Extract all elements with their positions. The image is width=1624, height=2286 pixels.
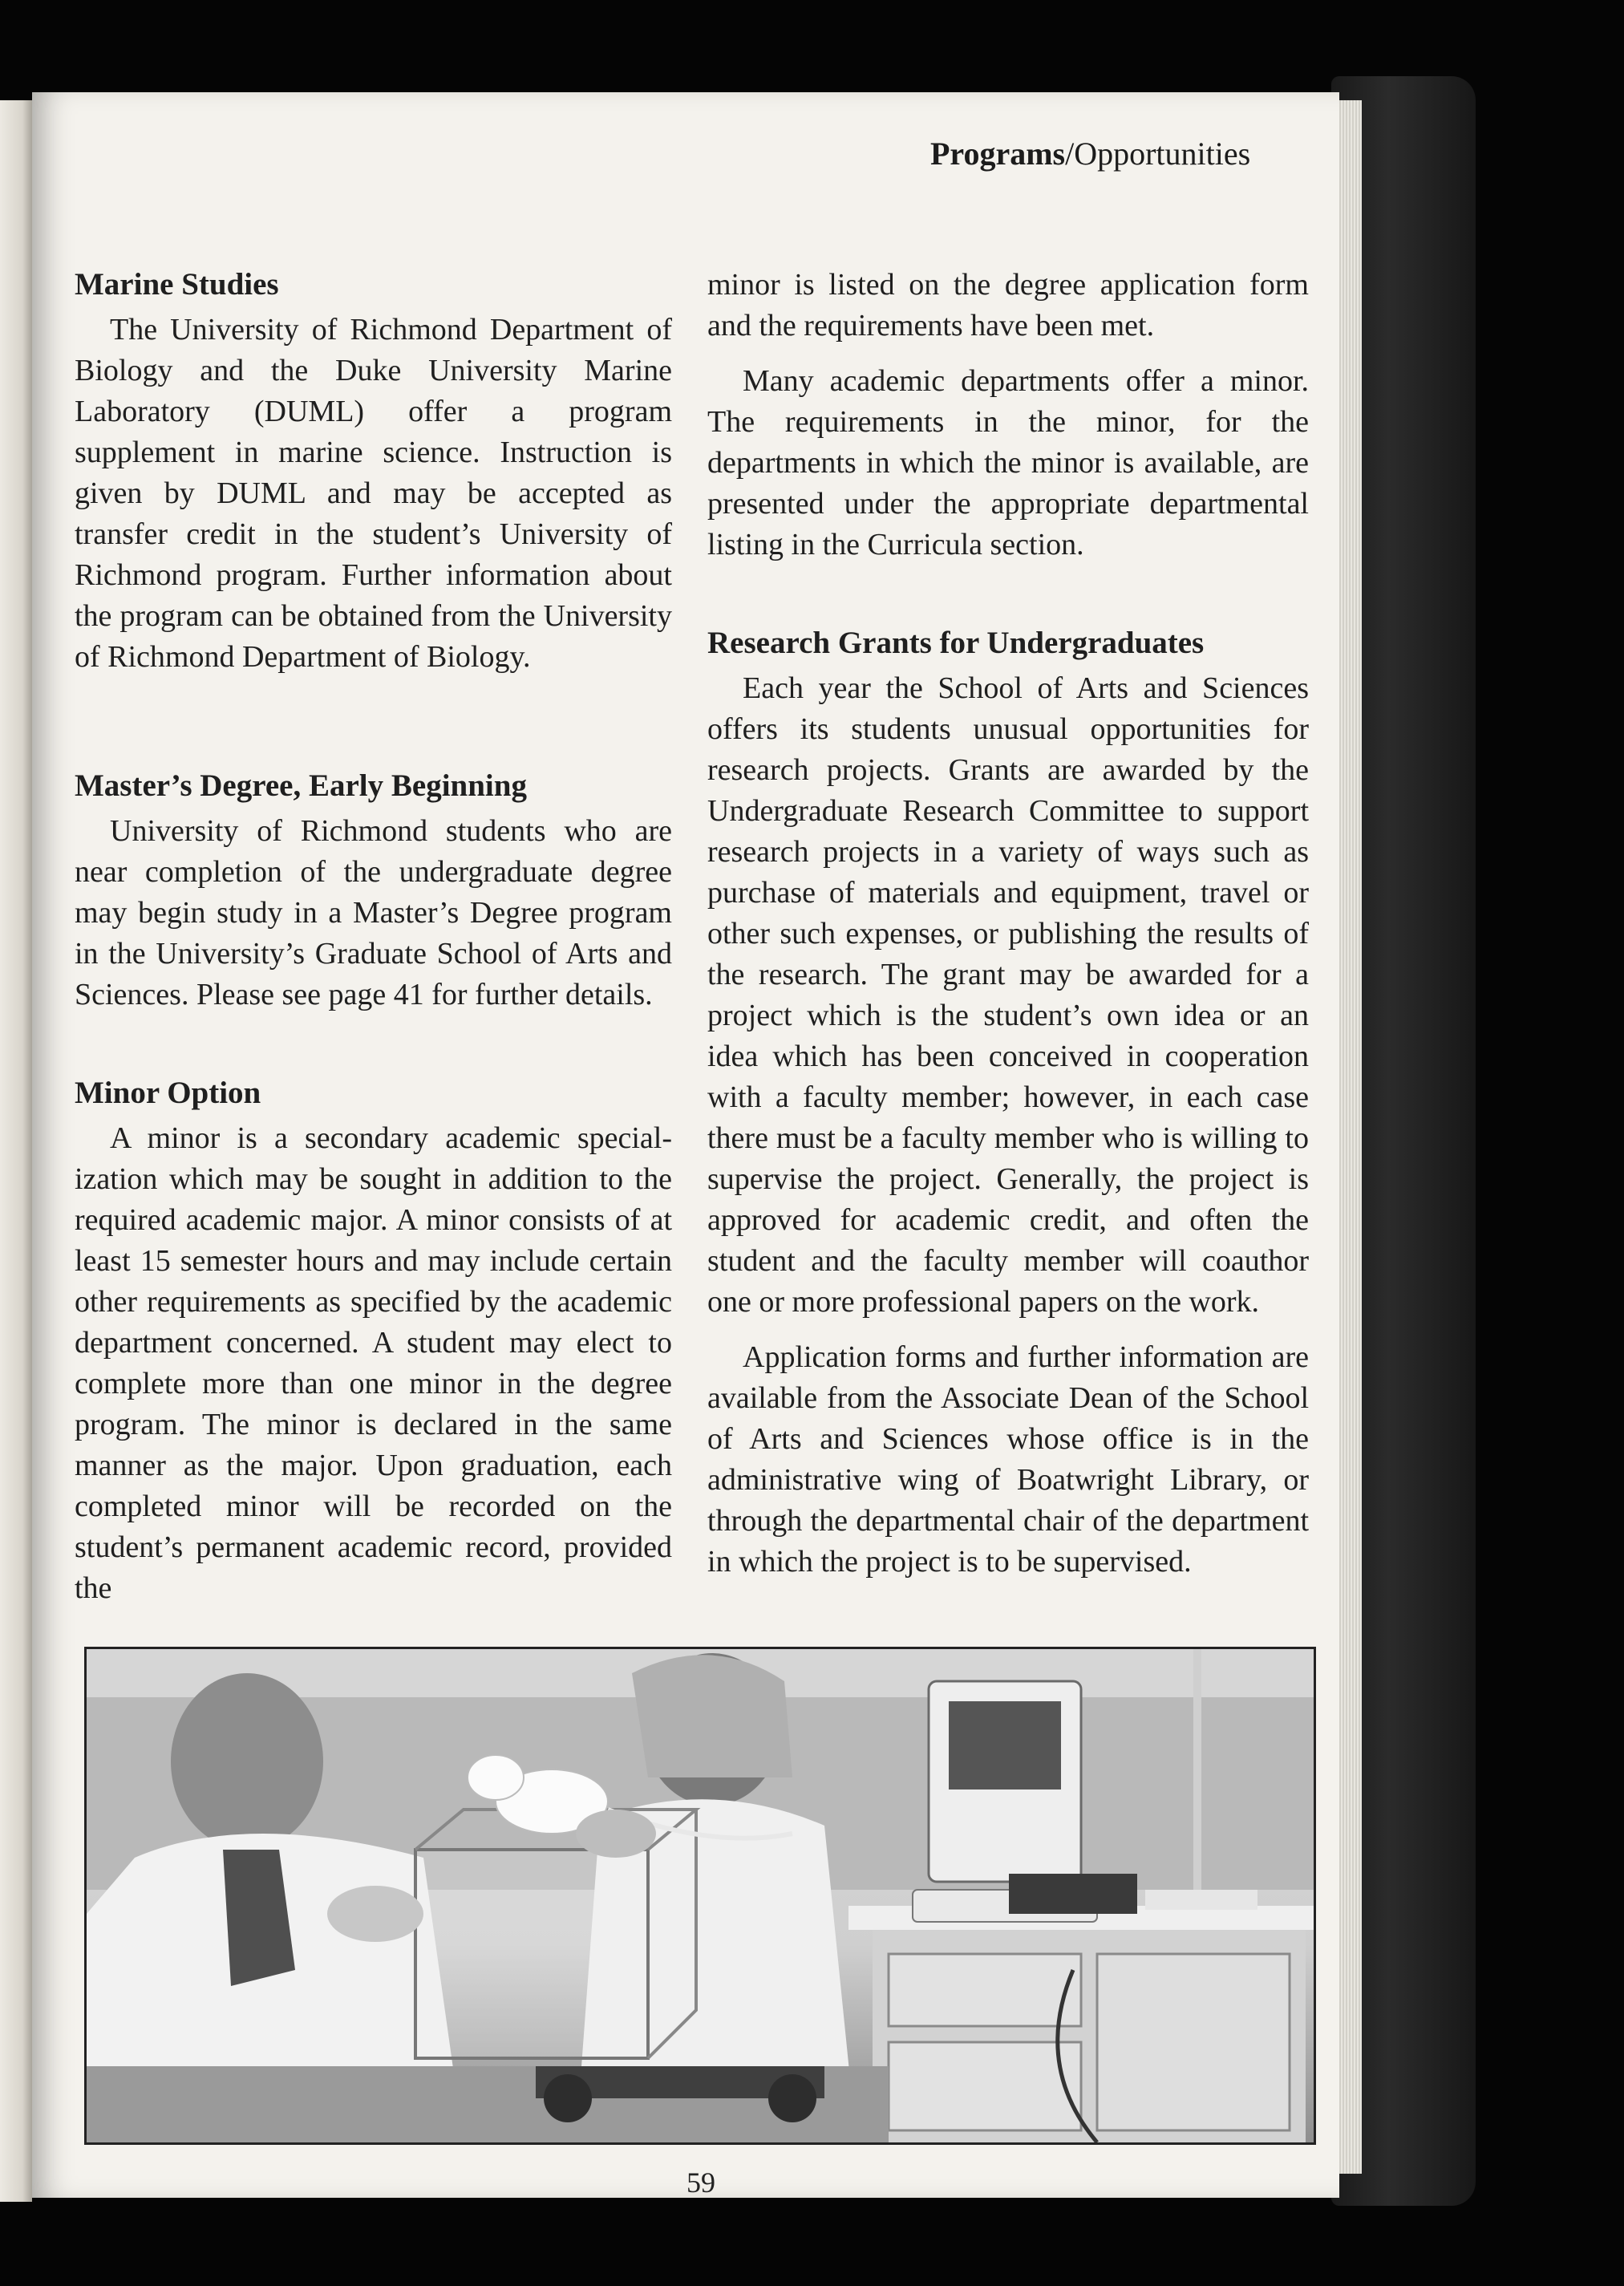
section-gap [707,565,1309,623]
paragraph-minor-option: A minor is a secondary academic specialization which may be sought in addition to the required academic major. A minor consists of at least 15 semester hours and may include certain other requirements as specified by the academic department concerned. A student may elect to complete more than one minor in the degree program. The minor is declared in the same manner as the major. Upon graduation, each completed minor will be recorded on the student’s permanent academic record, provided the [75,1121,672,1605]
paragraph-masters-degree: University of Richmond students who are near completion of the undergraduate degree may begin study in a Master’s Degree program in the University’s Graduate School of Arts and Sciences. Please see page 41 for further details. [75,814,672,1011]
right-column [707,265,1309,1583]
running-head-bold: Programs [930,136,1066,172]
section-gap [75,678,672,766]
page-edges [1338,100,1362,2174]
heading-marine-studies: Marine Studies [75,267,279,302]
page-number: 59 [686,2166,715,2199]
paragraph-minor-departments: Many academic departments offer a minor. The requirements in the minor, for the departments in which the minor is available, are presented under the appropriate departmental listing in the Curricula section. [707,364,1309,561]
paragraph-gap [707,1323,1309,1337]
paragraph-marine-studies: The University of Richmond Department of Biology and the Duke University Marine Laboratory (DUML) offer a program supplement in marine science. Instruction is given by DUML and may be accepted as transfer credit in the student’s University of Richmond program. Further information about the program can be obtained from the University of Richmond Department of Biology. [75,313,672,674]
heading-minor-option: Minor Option [75,1076,261,1110]
left-column [75,265,672,1609]
paragraph-research-grants-1: Each year the School of Arts and Sciences offers its students unusual opportunities for research projects. Grants are awarded by the Undergraduate Research Committee to support research projects in a variety of ways such as purchase of materials and equipment, travel or other such expenses, or publishing the results of the research. The grant may be awarded for a project which is the student’s own idea or an idea which has been conceived in cooperation with a faculty member; however, in each case there must be a faculty member who is willing to supervise the project. Generally, the project is approved for academic credit, and often the student and the faculty member will coauthor one or more professional papers on the work. [707,671,1309,1319]
paragraph-gap [707,347,1309,361]
lab-photograph-illustration [87,1649,1314,2142]
lab-photograph [84,1647,1316,2145]
paragraph-research-grants-2: Application forms and further information are available from the Associate Dean of the School of Arts and Sciences whose office is in the administrative wing of Boatwright Library, or through the departmental chair of the department in which the project is to be supervised. [707,1340,1309,1579]
facing-page-edge [0,100,32,2202]
heading-research-grants: Research Grants for Undergraduates [707,626,1205,660]
heading-masters-degree: Master’s Degree, Early Beginning [75,768,527,803]
section-gap [75,1015,672,1073]
running-head [930,135,1250,172]
paragraph-minor-continued: minor is listed on the degree application form and the requirements have been met. [707,268,1309,342]
running-head-rest: /Opportunities [1065,136,1251,172]
